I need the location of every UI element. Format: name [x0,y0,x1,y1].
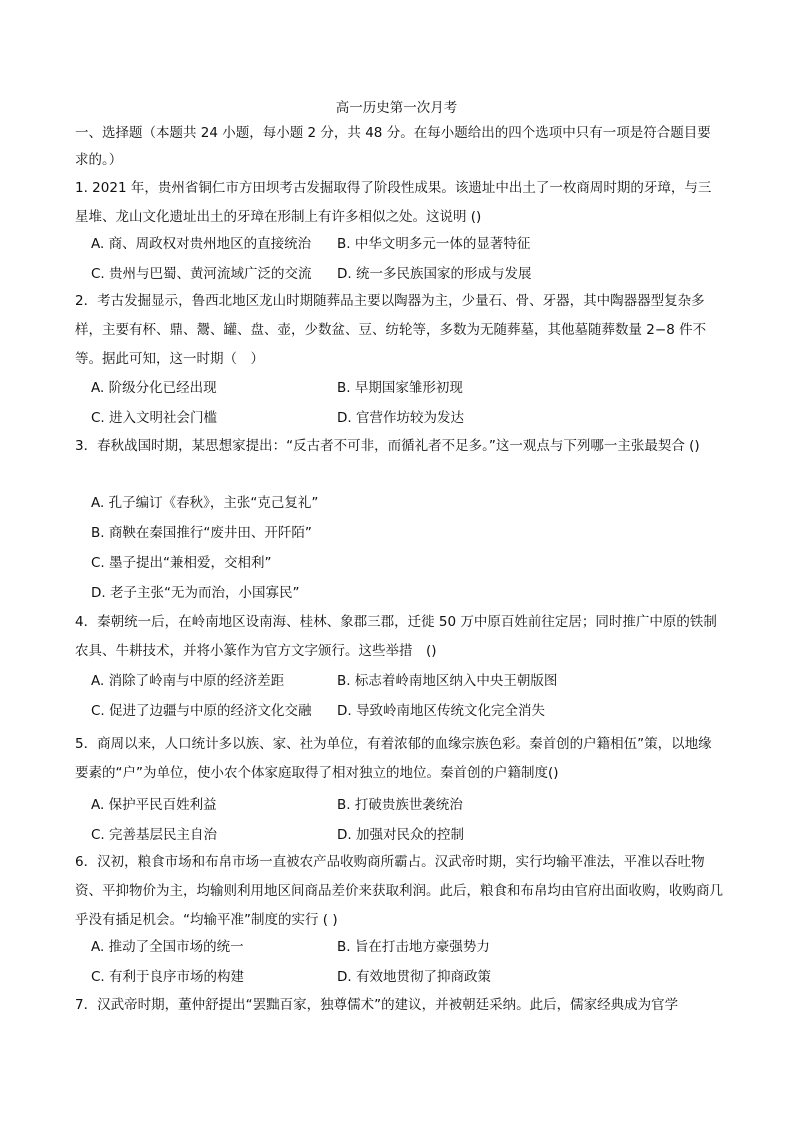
question-5-options [91,790,731,850]
option-c: C. 墨子提出“兼相爱，交相利” [91,555,272,571]
question-3-stem: 3．春秋战国时期，某思想家提出：“反古者不可非，而循礼者不足多。”这一观点与下列哪一主张最契合 () [75,438,700,454]
option-d: D. 有效地贯彻了抑商政策 [337,969,491,985]
option-a: A. 消除了岭南与中原的经济差距 [91,673,285,689]
question-6-options [91,932,731,992]
option-b: B. 旨在打击地方豪强势力 [337,939,490,955]
question-3-options [91,488,731,608]
question-1-options [91,229,731,289]
option-a: A. 孔子编订《春秋》，主张“克己复礼” [91,495,319,511]
option-a: A. 阶级分化已经出现 [91,380,217,396]
question-5-stem: 5．商周以来，人口统计多以族、家、社为单位，有着浓郁的血缘宗族色彩。秦首创的户籍相伍”策，以地缘要素的“户”为单位，使小农个体家庭取得了相对独立的地位。秦首创的户籍制度() [75,736,712,781]
option-d: D. 统一多民族国家的形成与发展 [337,266,532,282]
option-b: B. 早期国家雏形初现 [337,380,463,396]
option-b: B. 标志着岭南地区纳入中央王朝版图 [337,673,558,689]
option-c: C. 进入文明社会门槛 [91,410,218,426]
option-c: C. 促进了边疆与中原的经济文化交融 [91,703,312,719]
option-d: D. 官营作坊较为发达 [337,410,464,426]
section-heading: 一、选择题（本题共 24 小题，每小题 2 分，共 48 分。在每小题给出的四个选项中只有一项是符合题目要求的。） [75,125,711,168]
question-4-stem: 4．秦朝统一后，在岭南地区设南海、桂林、象郡三郡，迁徙 50 万中原百姓前往定居；同时推广中原的铁制农具、牛耕技术，并将小篆作为官方文字颁行。这些举措 () [75,614,717,659]
option-d: D. 导致岭南地区传统文化完全消失 [337,703,545,719]
option-c: C. 完善基层民主自治 [91,827,218,843]
option-b: B. 中华文明多元一体的显著特征 [337,236,531,252]
page-title: 高一历史第一次月考 [335,100,458,116]
question-6-stem: 6．汉初，粮食市场和布帛市场一直被农产品收购商所霸占。汉武帝时期，实行均输平准法，平准以吞吐物资、平抑物价为主，均输则利用地区间商品差价来获取利润。此后，粮食和布帛均由官府出面收购，收购商几乎没有插足机会。“均输平准”制度的实行 ( ) [75,854,723,928]
option-b: B. 商鞅在秦国推行“废井田、开阡陌” [91,525,312,541]
question-4-options [91,666,731,726]
option-a: A. 商、周政权对贵州地区的直接统治 [91,236,312,252]
option-a: A. 保护平民百姓利益 [91,797,217,813]
question-7-stem: 7．汉武帝时期，董仲舒提出“罢黜百家，独尊儒术”的建议，并被朝廷采纳。此后，儒家经典成为官学 [75,997,679,1013]
option-c: C. 贵州与巴蜀、黄河流域广泛的交流 [91,266,312,282]
option-c: C. 有利于良序市场的构建 [91,969,245,985]
option-b: B. 打破贵族世袭统治 [337,797,463,813]
option-a: A. 推动了全国市场的统一 [91,939,244,955]
option-d: D. 老子主张“无为而治，小国寡民” [91,585,300,601]
question-2-options [91,373,731,433]
question-1-stem: 1. 2021 年，贵州省铜仁市方田坝考古发掘取得了阶段性成果。该遗址中出土了一枚商周时期的牙璋，与三星堆、龙山文化遗址出土的牙璋在形制上有许多相似之处。这说明 () [75,180,712,225]
question-2-stem: 2．考古发掘显示，鲁西北地区龙山时期随葬品主要以陶器为主，少量石、骨、牙器，其中陶器器型复杂多样，主要有杯、鼎、鬶、罐、盘、壶，少数盆、豆、纺轮等，多数为无随葬墓，其他墓随葬数量 2−8 件不等。据此可知，这一时期（ ） [75,293,707,367]
option-d: D. 加强对民众的控制 [337,827,464,843]
